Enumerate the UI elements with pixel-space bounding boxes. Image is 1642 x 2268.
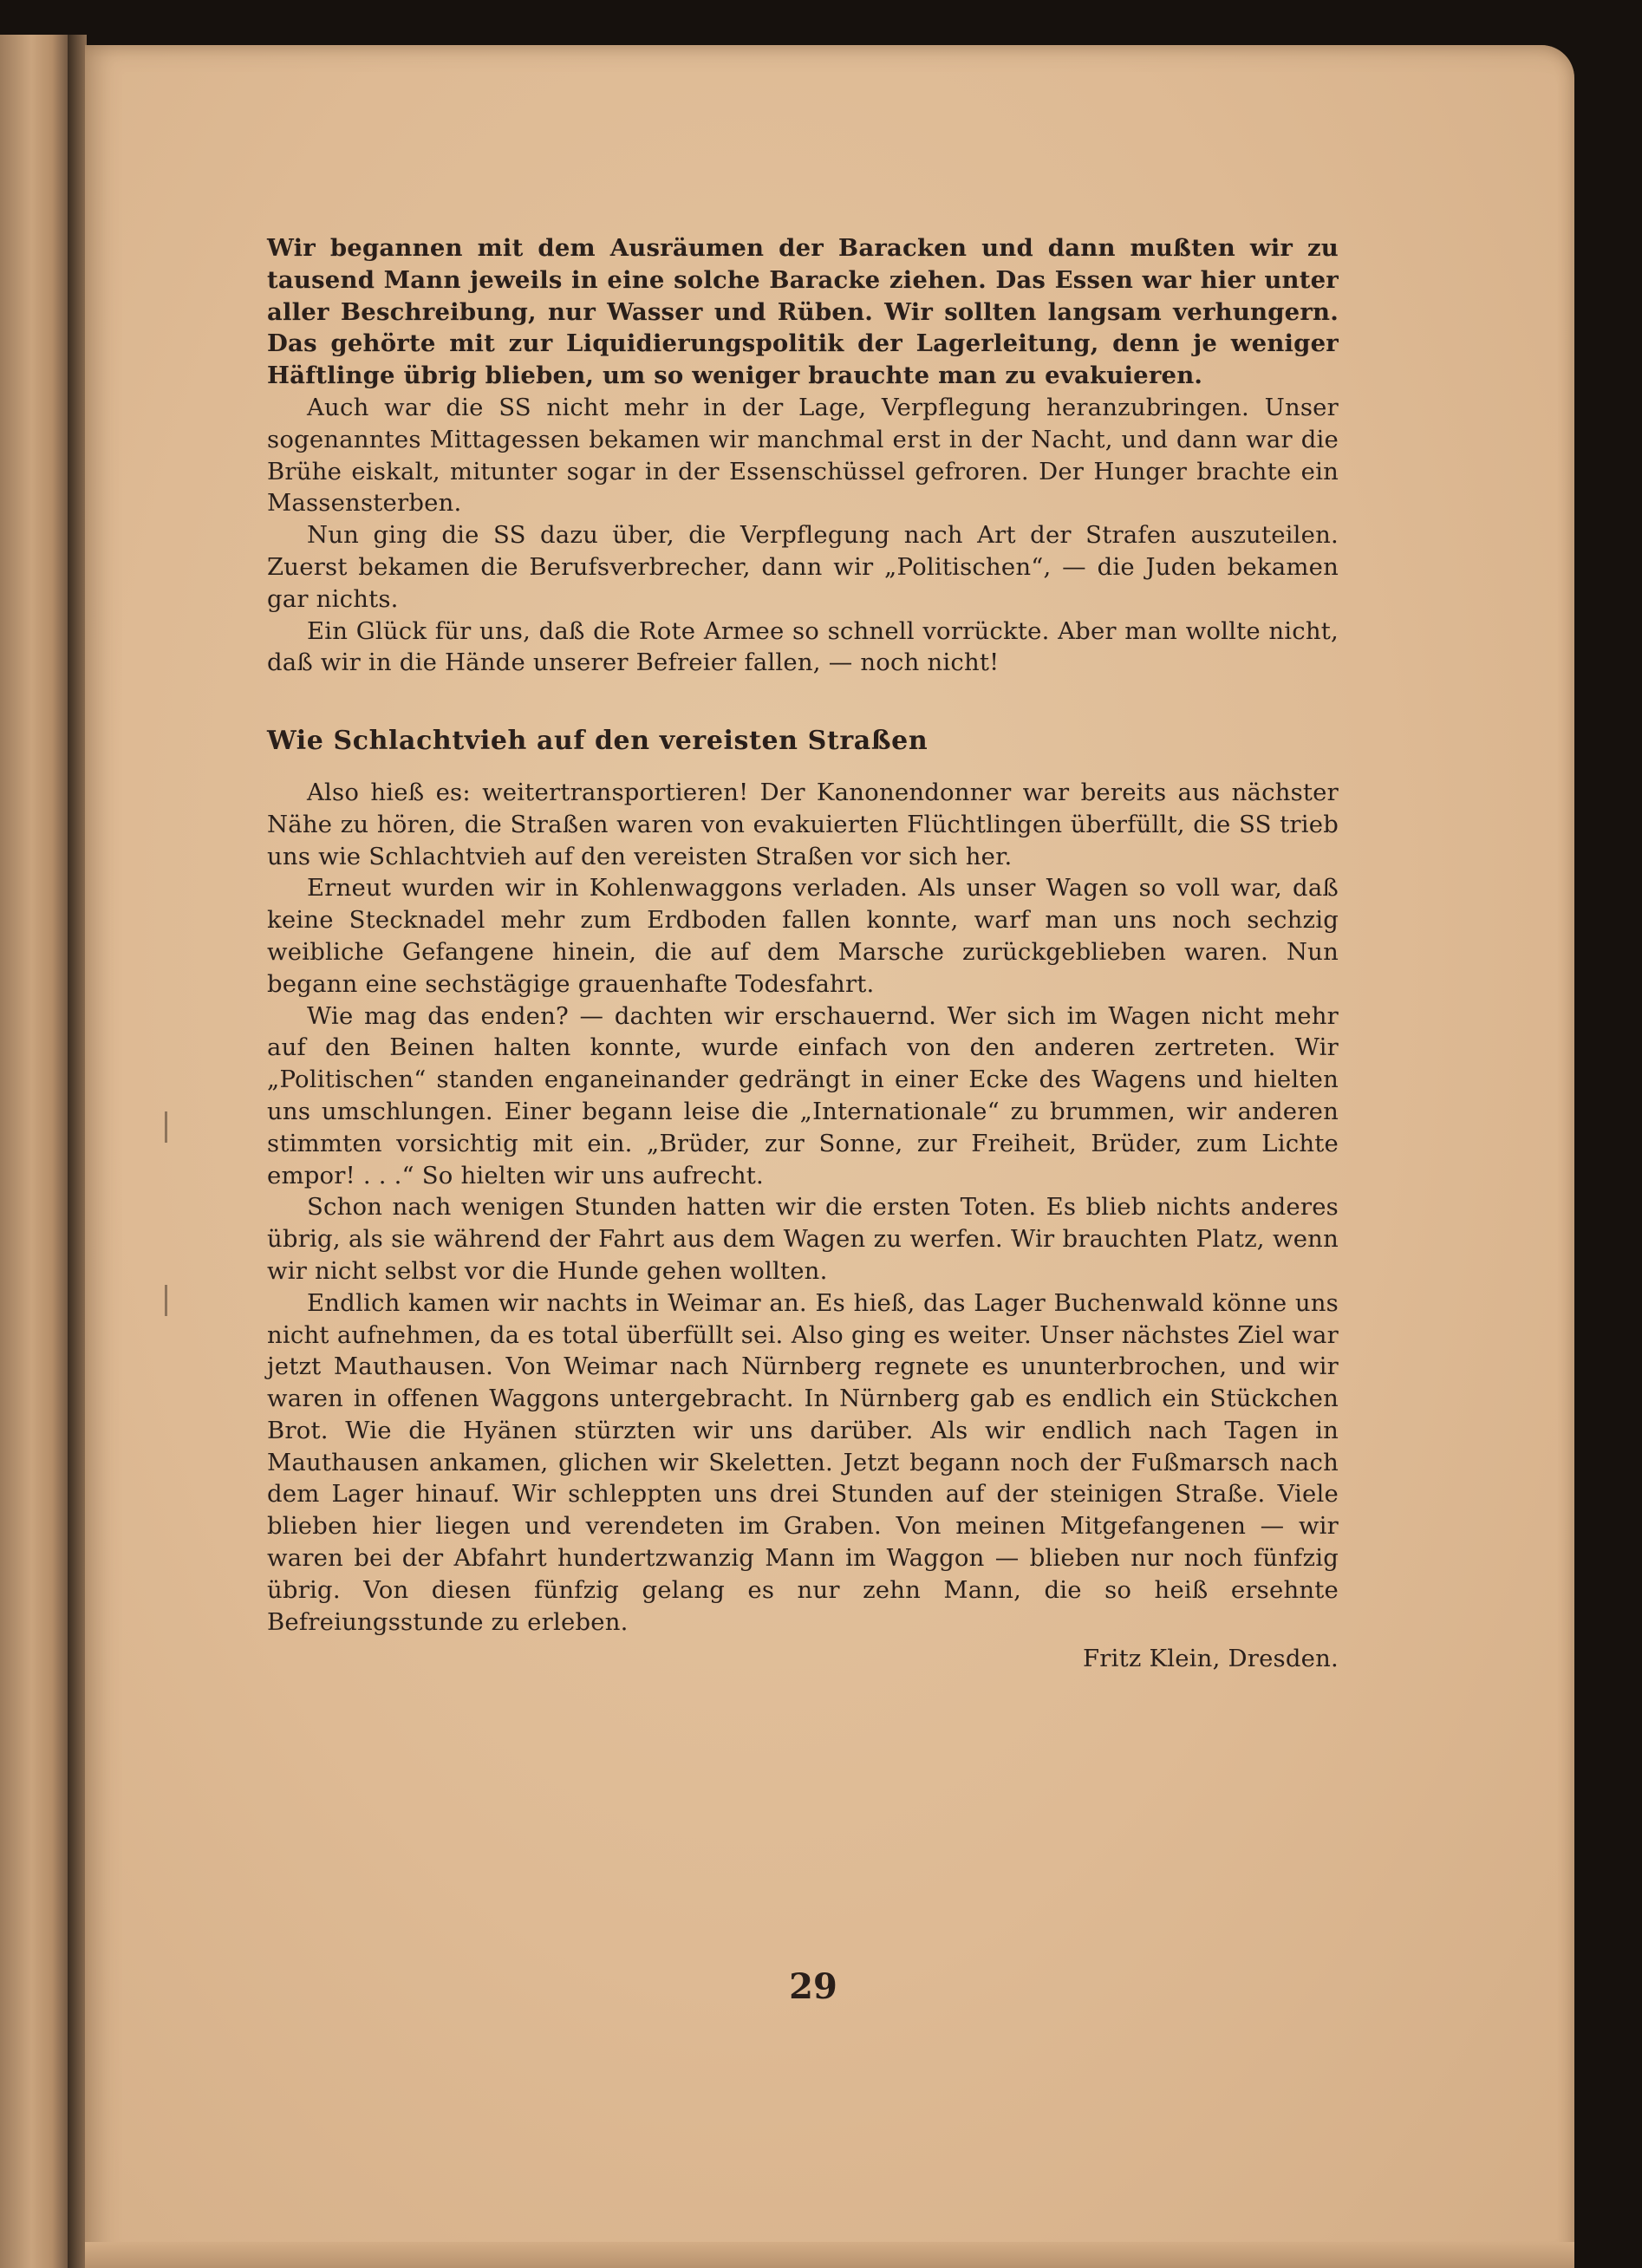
paragraph: Ein Glück für uns, daß die Rote Armee so schnell vorrückte. Aber man wollte nicht, daß wir in die Hände unserer Befreier fallen, — noch nicht! <box>267 616 1339 677</box>
paragraph: Wir begannen mit dem Ausräumen der Baracken und dann mußten wir zu tausend Mann jeweils in eine solche Baracke ziehen. Das Essen war hier unter aller Beschreibung, nur Wasser und Rüben. Wir sollten langsam verhungern. Das gehörte mit zur Liquidierungspolitik der Lagerleitung, denn je weniger Häftlinge übrig blieben, um so weniger brauchte man zu evakuieren. <box>267 234 1339 390</box>
section-heading: Wie Schlachtvieh auf den vereisten Straßen <box>267 726 929 757</box>
page-number: 29 <box>789 1966 837 2007</box>
book-spine-shadow <box>68 35 87 2268</box>
paragraph: Schon nach wenigen Stunden hatten wir die ersten Toten. Es blieb nichts anderes übrig, als sie während der Fahrt aus dem Wagen zu werfen. Wir brauchten Platz, wenn wir nicht selbst vor die Hunde gehen wollten. <box>267 1193 1339 1285</box>
paragraph: Wie mag das enden? — dachten wir erschauernd. Wer sich im Wagen nicht mehr auf den Beinen halten konnte, wurde einfach von den anderen zertreten. Wir „Politischen“ standen enganeinander gedrängt in einer Ecke des Wagens und hielten uns umschlungen. Einer begann leise die „Internationale“ zu brummen, wir anderen stimmten vorsichtig mit ein. „Brüder, zur Sonne, zur Freiheit, Brüder, zum Lichte empor! . . .“ So hielten wir uns aufrecht. <box>267 1001 1339 1189</box>
margin-mark <box>165 1111 167 1143</box>
paragraph: Nun ging die SS dazu über, die Verpflegung nach Art der Strafen auszuteilen. Zuerst bekamen die Berufsverbrecher, dann wir „Politischen“, — die Juden bekamen gar nichts. <box>267 521 1339 613</box>
margin-mark <box>165 1285 167 1316</box>
paragraph: Erneut wurden wir in Kohlenwaggons verladen. Als unser Wagen so voll war, daß keine Stecknadel mehr zum Erdboden fallen konnte, warf man uns noch sechzig weibliche Gefangene hinein, die auf dem Marsche zurückgeblieben waren. Nun begann eine sechstägige grauenhafte Todesfahrt. <box>267 874 1339 998</box>
paragraph: Also hieß es: weitertransportieren! Der Kanonendonner war bereits aus nächster Nähe zu hören, die Straßen waren von evakuierten Flüchtlingen überfüllt, die SS trieb uns wie Schlachtvieh auf den vereisten Straßen vor sich her. <box>267 778 1339 870</box>
paragraph: Endlich kamen wir nachts in Weimar an. Es hieß, das Lager Buchenwald könne uns nicht aufnehmen, da es total überfüllt sei. Also ging es weiter. Unser nächstes Ziel war jetzt Mauthausen. Von Weimar nach Nürnberg regnete es ununterbrochen, und wir waren in offenen Waggons untergebracht. In Nürnberg gab es endlich ein Stückchen Brot. Wie die Hyänen stürzten wir uns darüber. Als wir endlich nach Tagen in Mauthausen ankamen, glichen wir Skeletten. Jetzt begann noch der Fußmarsch nach dem Lager hinauf. Wir schleppten uns drei Stunden auf der steinigen Straße. Viele blieben hier liegen und verendeten im Graben. Von meinen Mitgefangenen — wir waren bei der Abfahrt hundertzwanzig Mann im Waggon — blieben nur noch fünfzig übrig. Von diesen fünfzig gelang es nur zehn Mann, die so heiß ersehnte Befreiungsstunde zu erleben. <box>267 1288 1339 1636</box>
left-page-edge <box>0 35 69 2268</box>
author-signature: Fritz Klein, Dresden. <box>1082 1645 1339 1673</box>
page-bottom-edge <box>85 2242 1574 2268</box>
paragraph: Auch war die SS nicht mehr in der Lage, Verpflegung heranzubringen. Unser sogenanntes Mittagessen bekamen wir manchmal erst in der Nacht, und dann war die Brühe eiskalt, mitunter sogar in der Essenschüssel gefroren. Der Hunger brachte ein Massensterben. <box>267 393 1339 518</box>
page-body-text <box>267 232 1339 1675</box>
